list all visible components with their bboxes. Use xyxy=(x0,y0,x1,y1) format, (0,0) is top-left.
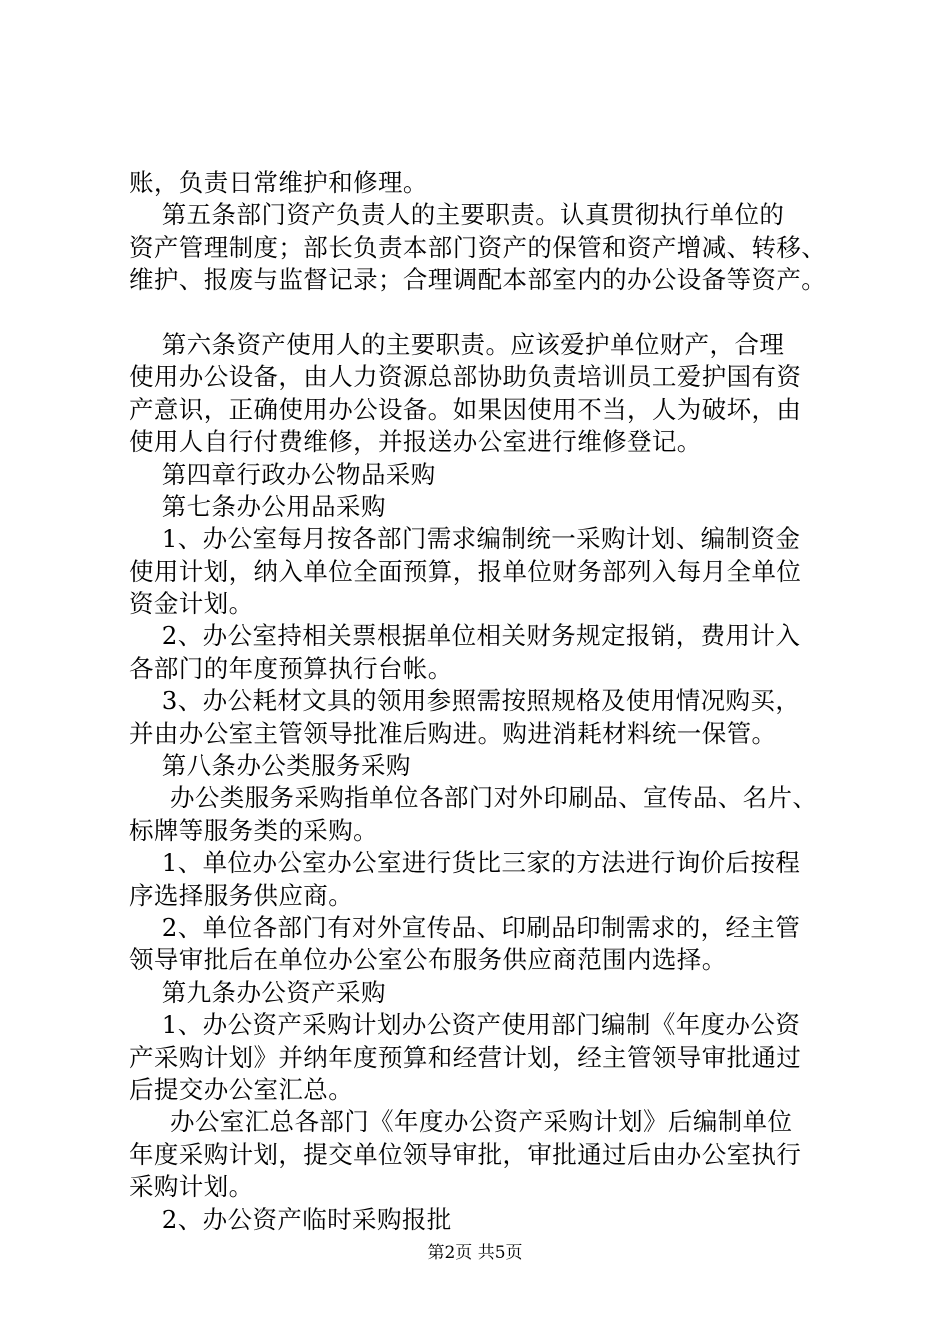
text-line: 2、办公资产临时采购报批 xyxy=(129,1204,452,1234)
text-line: 办公类服务采购指单位各部门对外印刷品、宣传品、名片、 xyxy=(129,783,818,813)
text-line: 使用计划，纳入单位全面预算，报单位财务部列入每月全单位 xyxy=(129,556,802,586)
text-line: 第九条办公资产采购 xyxy=(129,977,386,1007)
text-line: 账，负责日常维护和修理。 xyxy=(129,168,428,197)
text-line: 各部门的年度预算执行台帐。 xyxy=(129,653,453,683)
text-line: 使用办公设备，由人力资源总部协助负责培训员工爱护国有资 xyxy=(129,362,802,392)
text-line: 2、单位各部门有对外宣传品、印刷品印制需求的，经主管 xyxy=(129,912,801,942)
text-line: 1、单位办公室办公室进行货比三家的方法进行询价后按程 xyxy=(129,848,801,878)
page-footer: 第2页 共5页 xyxy=(427,1243,523,1263)
text-line: 第六条资产使用人的主要职责。应该爱护单位财产，合理 xyxy=(129,329,785,359)
text-line: 维护、报废与监督记录；合理调配本部室内的办公设备等资产。 xyxy=(129,265,827,295)
text-line: 并由办公室主管领导批准后购进。购进消耗材料统一保管。 xyxy=(129,718,777,748)
text-line: 1、办公室每月按各部门需求编制统一采购计划、编制资金 xyxy=(129,524,801,554)
text-line: 第五条部门资产负责人的主要职责。认真贯彻执行单位的 xyxy=(129,200,785,230)
paragraph-gap xyxy=(129,297,829,329)
text-line: 资金计划。 xyxy=(129,589,254,619)
text-line: 年度采购计划，提交单位领导审批，审批通过后由办公室执行 xyxy=(129,1139,802,1169)
text-line: 标牌等服务类的采购。 xyxy=(129,815,378,845)
text-line: 序选择服务供应商。 xyxy=(129,880,354,910)
text-line: 第七条办公用品采购 xyxy=(129,491,386,521)
text-line: 3、办公耗材文具的领用参照需按照规格及使用情况购买， xyxy=(129,686,801,716)
text-line: 第八条办公类服务采购 xyxy=(129,751,411,781)
text-line: 后提交办公室汇总。 xyxy=(129,1074,354,1104)
text-line: 资产管理制度；部长负责本部门资产的保管和资产增减、转移、 xyxy=(129,232,827,262)
text-line: 2、办公室持相关票根据单位相关财务规定报销，费用计入 xyxy=(129,621,801,651)
text-line: 产意识，正确使用办公设备。如果因使用不当，人为破坏，由 xyxy=(129,394,802,424)
text-line: 产采购计划》并纳年度预算和经营计划，经主管领导审批通过 xyxy=(129,1042,802,1072)
text-line: 采购计划。 xyxy=(129,1172,254,1202)
document-body xyxy=(129,167,829,1236)
text-line: 办公室汇总各部门《年度办公资产采购计划》后编制单位 xyxy=(129,1107,793,1137)
text-line: 使用人自行付费维修，并报送办公室进行维修登记。 xyxy=(129,427,702,457)
text-line: 1、办公资产采购计划办公资产使用部门编制《年度办公资 xyxy=(129,1010,801,1040)
text-line: 第四章行政办公物品采购 xyxy=(129,459,436,489)
text-line: 领导审批后在单位办公室公布服务供应商范围内选择。 xyxy=(129,945,727,975)
